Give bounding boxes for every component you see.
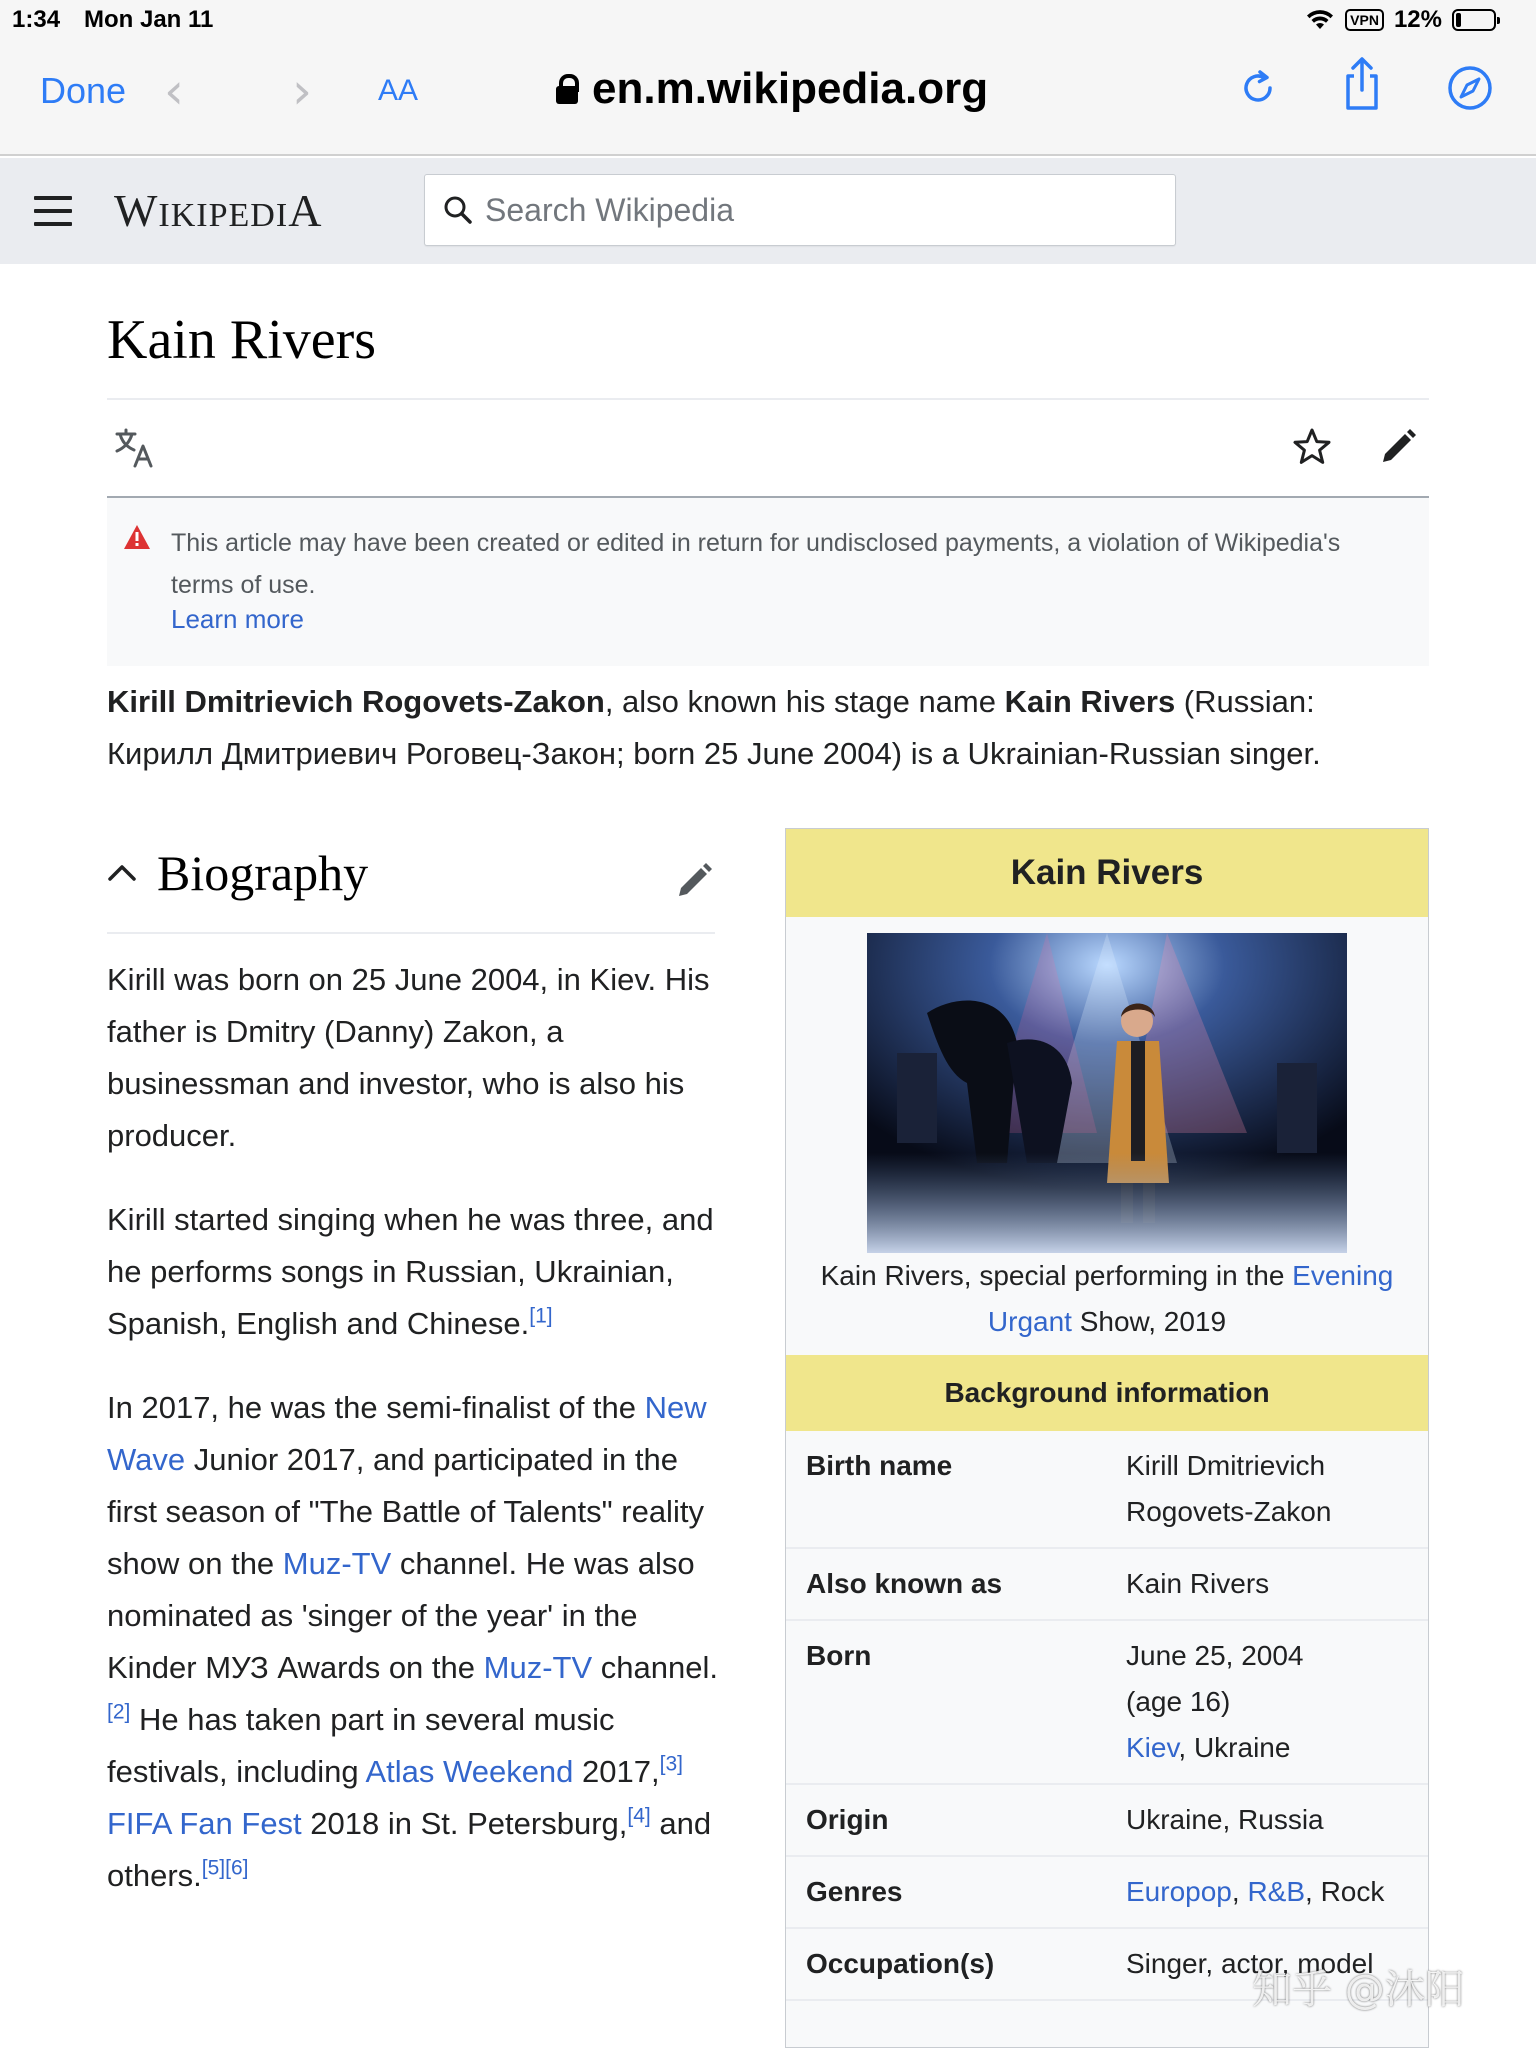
row-label: Born	[806, 1640, 872, 1671]
search-input[interactable]	[485, 187, 1155, 233]
section-title: Biography	[157, 845, 369, 901]
text-size-label: AA	[378, 74, 419, 107]
bio-p3-text: In 2017, he was the semi-finalist of the	[107, 1390, 645, 1425]
page-title: Kain Rivers	[107, 309, 377, 371]
wiki-header	[0, 158, 1536, 264]
citation-link[interactable]: [5]	[201, 1856, 226, 1880]
battery-percent: 12%	[1393, 6, 1442, 33]
learn-more-link[interactable]: Learn more	[171, 604, 304, 634]
bio-p3-text: 2018 in St. Petersburg,	[301, 1806, 628, 1841]
lead-text-1: , also known his stage name	[604, 684, 1005, 719]
forward-chevron-icon[interactable]: ›	[292, 62, 312, 120]
reload-icon[interactable]	[1234, 64, 1282, 112]
paid-editing-notice	[107, 498, 1429, 666]
zhihu-watermark: 知乎 @沐阳	[1252, 1967, 1465, 2013]
vpn-badge: VPN	[1345, 9, 1384, 31]
born-country: , Ukraine	[1178, 1732, 1291, 1763]
atlas-weekend-link[interactable]: Atlas Weekend	[365, 1754, 574, 1789]
bio-p3-text: He has taken part in several music festivals, including	[107, 1702, 615, 1789]
done-button[interactable]: Done	[40, 70, 127, 111]
infobox-row-aka	[786, 1549, 1428, 1621]
row-value: Singer, actor, model	[1126, 1948, 1374, 1979]
bio-paragraph-2	[107, 1194, 727, 1350]
citation-link[interactable]: [4]	[627, 1804, 651, 1828]
citation-link[interactable]: [6]	[225, 1856, 249, 1880]
biography-text	[107, 954, 727, 1934]
biography-section-header[interactable]	[107, 830, 715, 934]
infobox-photo[interactable]	[867, 933, 1347, 1253]
row-label: Birth name	[806, 1450, 953, 1481]
compass-icon[interactable]	[1446, 64, 1494, 112]
fifa-fan-fest-link[interactable]: FIFA Fan Fest	[107, 1806, 302, 1841]
lock-icon	[556, 74, 578, 104]
caption-text: Kain Rivers, special performing in the	[820, 1260, 1293, 1291]
row-label: Origin	[806, 1804, 889, 1835]
citation-link[interactable]: [2]	[107, 1700, 131, 1724]
bio-p3-text: and others.	[107, 1806, 712, 1893]
bio-paragraph-3	[107, 1382, 727, 1902]
bio-p3-text: channel. He was also nominated as 'singer of the year' in the Kinder МУЗ Awards on the	[107, 1546, 695, 1685]
notice-text: This article may have been created or edited in return for undisclosed payments, a violation of Wikipedia's terms of use.	[171, 529, 1341, 599]
row-value: Kirill Dmitrievich Rogovets-Zakon	[1126, 1450, 1332, 1527]
rnb-link[interactable]: R&B	[1247, 1876, 1306, 1907]
muz-tv-link[interactable]: Muz-TV	[282, 1546, 392, 1581]
search-icon	[443, 195, 473, 225]
infobox-title: Kain Rivers	[786, 829, 1428, 917]
browser-toolbar	[0, 40, 1536, 156]
pencil-icon[interactable]	[1377, 426, 1419, 468]
citation-link[interactable]: [3]	[659, 1752, 683, 1776]
bio-p3-text: 2017,	[573, 1754, 660, 1789]
europop-link[interactable]: Europop	[1126, 1876, 1232, 1907]
pencil-icon[interactable]	[673, 860, 715, 902]
chevron-up-icon[interactable]	[107, 862, 137, 882]
muz-tv-link[interactable]: Muz-TV	[483, 1650, 593, 1685]
infobox	[785, 828, 1429, 2048]
lead-stage-name: Kain Rivers	[1004, 684, 1176, 719]
bio-p2-text: Kirill started singing when he was three, and he performs songs in Russian, Ukrainian, Spanish, English and Chinese.	[107, 1202, 714, 1341]
infobox-row-origin	[786, 1785, 1428, 1857]
genre-separator: ,	[1231, 1876, 1248, 1907]
row-value: Ukraine, Russia	[1126, 1804, 1324, 1835]
row-label: Also known as	[806, 1568, 1003, 1599]
wifi-icon	[1305, 9, 1335, 31]
caption-text: Show, 2019	[1071, 1306, 1227, 1337]
address-bar[interactable]	[556, 64, 988, 114]
stage-performance-image	[867, 933, 1347, 1253]
url-text: en.m.wikipedia.org	[592, 64, 989, 113]
battery-icon	[1452, 9, 1496, 31]
born-age: (age 16)	[1126, 1686, 1231, 1717]
genre-rock: , Rock	[1305, 1876, 1385, 1907]
born-place	[1126, 1725, 1416, 1771]
citation-link[interactable]: [1]	[529, 1304, 553, 1328]
photo-caption	[806, 1253, 1408, 1345]
infobox-row-birth-name	[786, 1431, 1428, 1549]
row-label: Occupation(s)	[806, 1948, 995, 1979]
wikipedia-wordmark[interactable]: WIKIPEDIA	[114, 185, 323, 236]
row-value	[1126, 1621, 1416, 1783]
kiev-link[interactable]: Kiev	[1126, 1732, 1179, 1763]
status-right	[1305, 6, 1496, 34]
lead-text-2: (Russian: Кирилл Дмитриевич Роговец-Закон; born 25 June 2004) is a Ukrainian-Russian singer.	[107, 684, 1321, 771]
star-icon[interactable]	[1291, 426, 1333, 468]
bio-paragraph-1: Kirill was born on 25 June 2004, in Kiev. His father is Dmitry (Danny) Zakon, a businessman and investor, who is also his producer.	[107, 962, 710, 1153]
bio-p3-text: channel.	[592, 1650, 718, 1685]
status-time: 1:34	[12, 6, 61, 33]
lead-paragraph	[107, 676, 1429, 780]
bio-p3-text: Junior 2017, and participated in the first season of "The Battle of Talents" reality show on the	[107, 1442, 704, 1581]
menu-icon[interactable]	[34, 196, 72, 226]
new-wave-link[interactable]: New Wave	[107, 1390, 707, 1477]
page-actions	[107, 400, 1429, 498]
infobox-subheader: Background information	[786, 1355, 1428, 1431]
text-size-button[interactable]	[378, 74, 418, 108]
row-value	[1126, 1857, 1416, 1927]
born-date: June 25, 2004	[1126, 1640, 1304, 1671]
search-box[interactable]	[424, 174, 1176, 246]
infobox-row-born	[786, 1621, 1428, 1785]
infobox-row-genres	[786, 1857, 1428, 1929]
infobox-rows	[786, 1431, 1428, 2001]
language-icon[interactable]	[113, 426, 157, 470]
status-bar	[0, 0, 1536, 40]
lead-full-name: Kirill Dmitrievich Rogovets-Zakon	[107, 684, 605, 719]
status-date: Mon Jan 11	[84, 6, 214, 33]
evening-urgant-link[interactable]: Evening Urgant	[987, 1260, 1394, 1337]
warning-icon	[123, 524, 151, 550]
row-label: Genres	[806, 1876, 903, 1907]
row-value: Kain Rivers	[1126, 1568, 1270, 1599]
share-icon[interactable]	[1338, 56, 1386, 112]
back-chevron-icon[interactable]: ‹	[164, 62, 184, 120]
